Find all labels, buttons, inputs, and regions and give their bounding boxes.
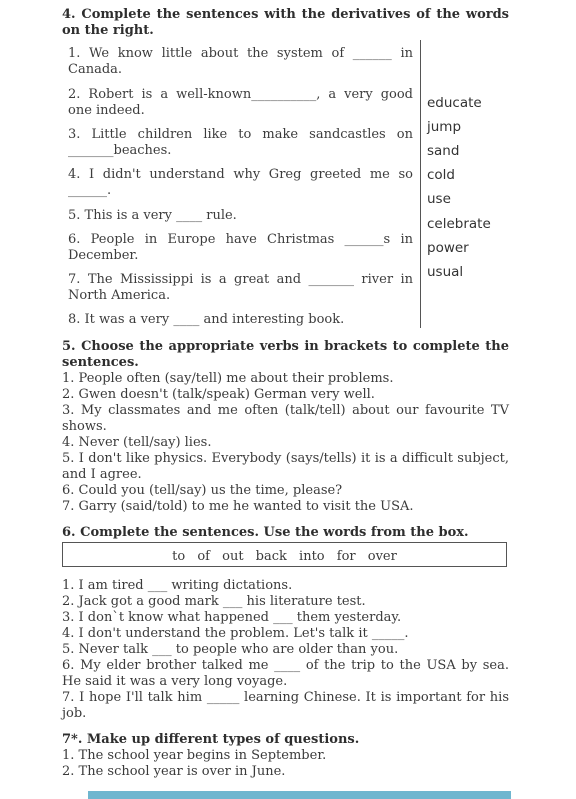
exercise-4-heading: 4. Complete the sentences with the derivatives of the words on the right. <box>62 7 509 38</box>
exercise-4-item-2: 2. Robert is a well-known__________, a very good one indeed. <box>68 87 413 118</box>
word-1: educate <box>427 95 482 111</box>
word-2: jump <box>427 119 462 135</box>
exercise-6-heading: 6. Complete the sentences. Use the words from the box. <box>62 525 469 540</box>
exercise-7-list <box>62 748 509 780</box>
exercise-6-line-6: 6. My elder brother talked me ____ of the trip to the USA by sea. He said it was a very long voyage. <box>62 658 509 689</box>
word-box <box>62 542 507 567</box>
exercise-5-line-7: 7. Garry (said/told) to me he wanted to visit the USA. <box>62 499 414 514</box>
word-6: celebrate <box>427 216 491 232</box>
exercise-5-line-1: 1. People often (say/tell) me about their problems. <box>62 371 394 386</box>
exercise-4-item-3: 3. Little children like to make sandcastles on _______beaches. <box>68 127 413 158</box>
word-8: usual <box>427 264 464 280</box>
exercise-4-item-8: 8. It was a very ____ and interesting book. <box>68 312 345 327</box>
exercise-4-divider <box>420 40 421 328</box>
exercise-5-line-6: 6. Could you (tell/say) us the time, please? <box>62 483 343 498</box>
exercise-5-heading: 5. Choose the appropriate verbs in brackets to complete the sentences. <box>62 339 509 370</box>
exercise-4-item-6: 6. People in Europe have Christmas ______s in December. <box>68 232 413 263</box>
exercise-6-line-7: 7. I hope I'll talk him _____ learning Chinese. It is important for his job. <box>62 690 509 721</box>
exercise-4-item-1: 1. We know little about the system of ______ in Canada. <box>68 46 413 77</box>
exercise-4-item-7: 7. The Mississippi is a great and _______ river in North America. <box>68 272 413 303</box>
word-box-words: to of out back into for over <box>172 549 397 564</box>
exercise-4-table <box>62 40 422 330</box>
exercise-4-item-4: 4. I didn't understand why Greg greeted me so ______. <box>68 167 413 198</box>
exercise-6-line-1: 1. I am tired ___ writing dictations. <box>62 578 293 593</box>
exercise-5-line-3: 3. My classmates and me often (talk/tell) about our favourite TV shows. <box>62 403 509 434</box>
word-5: use <box>427 191 451 207</box>
word-7: power <box>427 240 469 256</box>
exercise-7-line-2: 2. The school year is over in June. <box>62 764 286 779</box>
word-3: sand <box>427 143 460 159</box>
exercise-6-list <box>62 578 509 722</box>
exercise-7-line-1: 1. The school year begins in September. <box>62 748 327 763</box>
exercise-4-item-5: 5. This is a very ____ rule. <box>68 208 237 223</box>
exercise-5-line-4: 4. Never (tell/say) lies. <box>62 435 212 450</box>
word-4: cold <box>427 167 456 183</box>
exercise-6-line-5: 5. Never talk ___ to people who are older than you. <box>62 642 399 657</box>
exercise-6-line-2: 2. Jack got a good mark ___ his literature test. <box>62 594 366 609</box>
bottom-strip <box>88 791 511 799</box>
exercise-5-list <box>62 371 509 515</box>
exercise-6-line-3: 3. I don`t know what happened ___ them yesterday. <box>62 610 402 625</box>
exercise-7-heading: 7*. Make up different types of questions. <box>62 732 360 747</box>
exercise-6-line-4: 4. I don't understand the problem. Let's talk it _____. <box>62 626 409 641</box>
exercise-5-line-2: 2. Gwen doesn't (talk/speak) German very well. <box>62 387 375 402</box>
exercise-5-line-5: 5. I don't like physics. Everybody (says/tells) it is a difficult subject, and I agree. <box>62 451 509 482</box>
